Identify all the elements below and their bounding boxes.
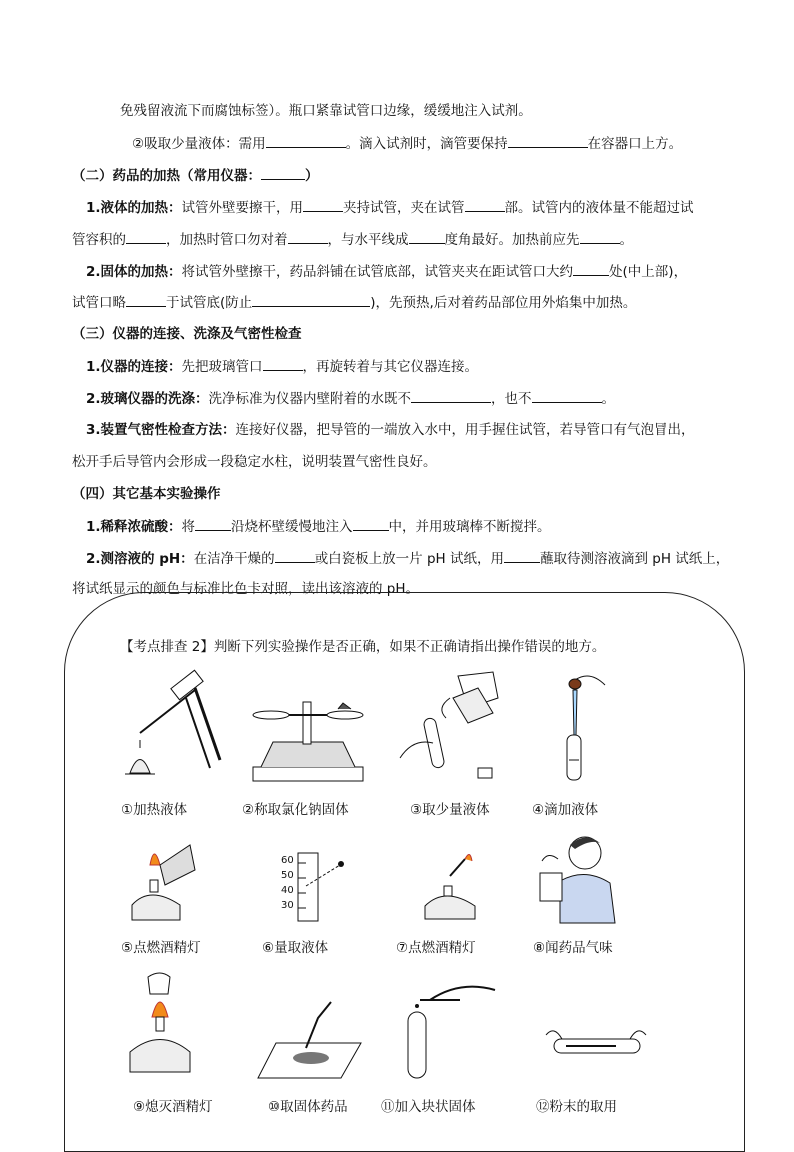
blank (275, 548, 315, 563)
text-line-3 (86, 197, 694, 218)
label: 3.装置气密性检查方法： (86, 422, 236, 438)
text-line-7 (86, 356, 478, 377)
caption-2: ②称取氯化钠固体 (242, 802, 349, 818)
blank (353, 516, 389, 531)
blank (409, 229, 445, 244)
caption-12: ⑫粉末的取用 (536, 1099, 617, 1115)
text: 于试管底(防止 (166, 295, 253, 311)
blank (263, 356, 303, 371)
text: 。 (619, 232, 633, 248)
text: 试管外壁要擦干，用 (181, 200, 304, 216)
text: （四）其它基本实验操作 (72, 486, 221, 502)
text: 将试纸显示的颜色与标准比色卡对照，读出该溶液的 pH。 (72, 581, 420, 597)
text: （二）药品的加热（常用仪器： (72, 168, 261, 184)
blank (532, 388, 602, 403)
caption-6: ⑥量取液体 (262, 940, 329, 956)
text-line-5 (86, 261, 687, 282)
caption-8: ⑧闻药品气味 (533, 940, 613, 956)
text: 沿烧杯壁缓慢地注入 (231, 519, 353, 535)
text: ，再旋转着与其它仪器连接。 (302, 359, 479, 375)
blank (303, 197, 343, 212)
text: 【考点排查 2】判断下列实验操作是否正确，如果不正确请指出操作错误的地方。 (120, 639, 606, 655)
blank (573, 261, 609, 276)
text: 部。试管内的液体量不能超过试 (504, 200, 694, 216)
extinguish-lamp-figure (120, 972, 200, 1082)
text: 先把玻璃管口 (181, 359, 263, 375)
text: 连接好仪器，把导管的一端放入水中，用手握住试管，若导管口有气泡冒出， (235, 422, 695, 438)
caption-5: ⑤点燃酒精灯 (121, 940, 201, 956)
blank (126, 229, 166, 244)
text: 度角最好。加热前应先 (444, 232, 580, 248)
adding-solid-figure (400, 970, 500, 1085)
text: 中，并用玻璃棒不断搅拌。 (388, 519, 551, 535)
scale-tick-40: 40 (281, 885, 294, 896)
text: 试管口略 (72, 295, 126, 311)
text-line-1 (120, 101, 532, 121)
label: 1.稀释浓硫酸： (86, 519, 182, 535)
text: )，先预热,后对着药品部位用外焰集中加热。 (370, 295, 637, 311)
text: 处(中上部)， (609, 264, 688, 280)
blank (580, 229, 620, 244)
text: （三）仪器的连接、洗涤及气密性检查 (72, 326, 302, 342)
label: 2.固体的加热： (86, 264, 182, 280)
scale-tick-60: 60 (281, 855, 294, 866)
caption-9: ⑨熄灭酒精灯 (133, 1099, 213, 1115)
blank (266, 133, 346, 148)
label: 1.液体的加热： (86, 200, 182, 216)
blank (411, 388, 491, 403)
blank (288, 229, 328, 244)
blank (504, 548, 540, 563)
text: ） (305, 168, 319, 184)
text: 在洁净干燥的 (193, 551, 275, 567)
label: 1.仪器的连接： (86, 359, 182, 375)
text: 将试管外壁擦干，药品斜铺在试管底部，试管夹夹在距试管口大约 (181, 264, 574, 280)
text: ②吸取少量液体：需用 (132, 136, 266, 152)
text: 夹持试管，夹在试管 (343, 200, 465, 216)
blank (465, 197, 505, 212)
caption-1: ①加热液体 (121, 802, 188, 818)
lighting-lamp-with-lamp-figure (120, 835, 200, 925)
text: 管容积的 (72, 232, 126, 248)
text: 在容器口上方。 (587, 136, 683, 152)
text: 松开手后导管内会形成一段稳定水柱，说明装置气密性良好。 (72, 454, 437, 470)
caption-4: ④滴加液体 (532, 802, 599, 818)
dropper-figure (555, 670, 615, 785)
blank (261, 165, 305, 180)
pouring-liquid-figure (398, 668, 508, 783)
blank (508, 133, 588, 148)
caption-11: ⑪加入块状固体 (381, 1099, 476, 1115)
heating-liquid-figure (120, 668, 230, 783)
section-heading-4 (72, 484, 221, 504)
text: 洗净标准为仪器内壁附着的水既不 (208, 391, 412, 407)
section-heading-3 (72, 324, 302, 344)
powder-taking-figure (546, 1025, 646, 1070)
text: 蘸取待测溶液滴到 pH 试纸上， (540, 551, 730, 567)
box-title (120, 637, 605, 657)
text-line-2 (132, 133, 682, 154)
text: ，也不 (491, 391, 532, 407)
text: 。 (601, 391, 616, 407)
text: 免残留液流下而腐蚀标签）。瓶口紧靠试管口边缘，缓缓地注入试剂。 (120, 103, 532, 119)
taking-solid-figure (256, 998, 366, 1083)
text: 或白瓷板上放一片 pH 试纸，用 (314, 551, 504, 567)
label: 2.测溶液的 pH： (86, 551, 194, 567)
text: ，与水平线成 (327, 232, 409, 248)
text-line-8 (86, 388, 615, 409)
section-heading-2 (72, 165, 319, 186)
caption-10: ⑩取固体药品 (268, 1099, 348, 1115)
blank (195, 516, 231, 531)
balance-figure (243, 697, 373, 787)
caption-7: ⑦点燃酒精灯 (396, 940, 476, 956)
smelling-figure (530, 831, 620, 923)
label: 2.玻璃仪器的洗涤： (86, 391, 209, 407)
blank (126, 292, 166, 307)
text-line-11 (86, 516, 551, 537)
scale-tick-50: 50 (281, 870, 294, 881)
blank (252, 292, 370, 307)
scale-tick-30: 30 (281, 900, 294, 911)
text-line-12 (86, 548, 729, 569)
text: 将 (181, 519, 196, 535)
text: ，加热时管口勿对着 (166, 232, 288, 248)
text: 。滴入试剂时，滴管要保持 (345, 136, 508, 152)
caption-3: ③取少量液体 (410, 802, 490, 818)
text-line-4 (72, 229, 633, 250)
text-line-6 (72, 292, 636, 313)
text-line-9 (86, 420, 695, 440)
lighting-lamp-with-match-figure (420, 851, 490, 921)
text-line-10 (72, 452, 437, 472)
